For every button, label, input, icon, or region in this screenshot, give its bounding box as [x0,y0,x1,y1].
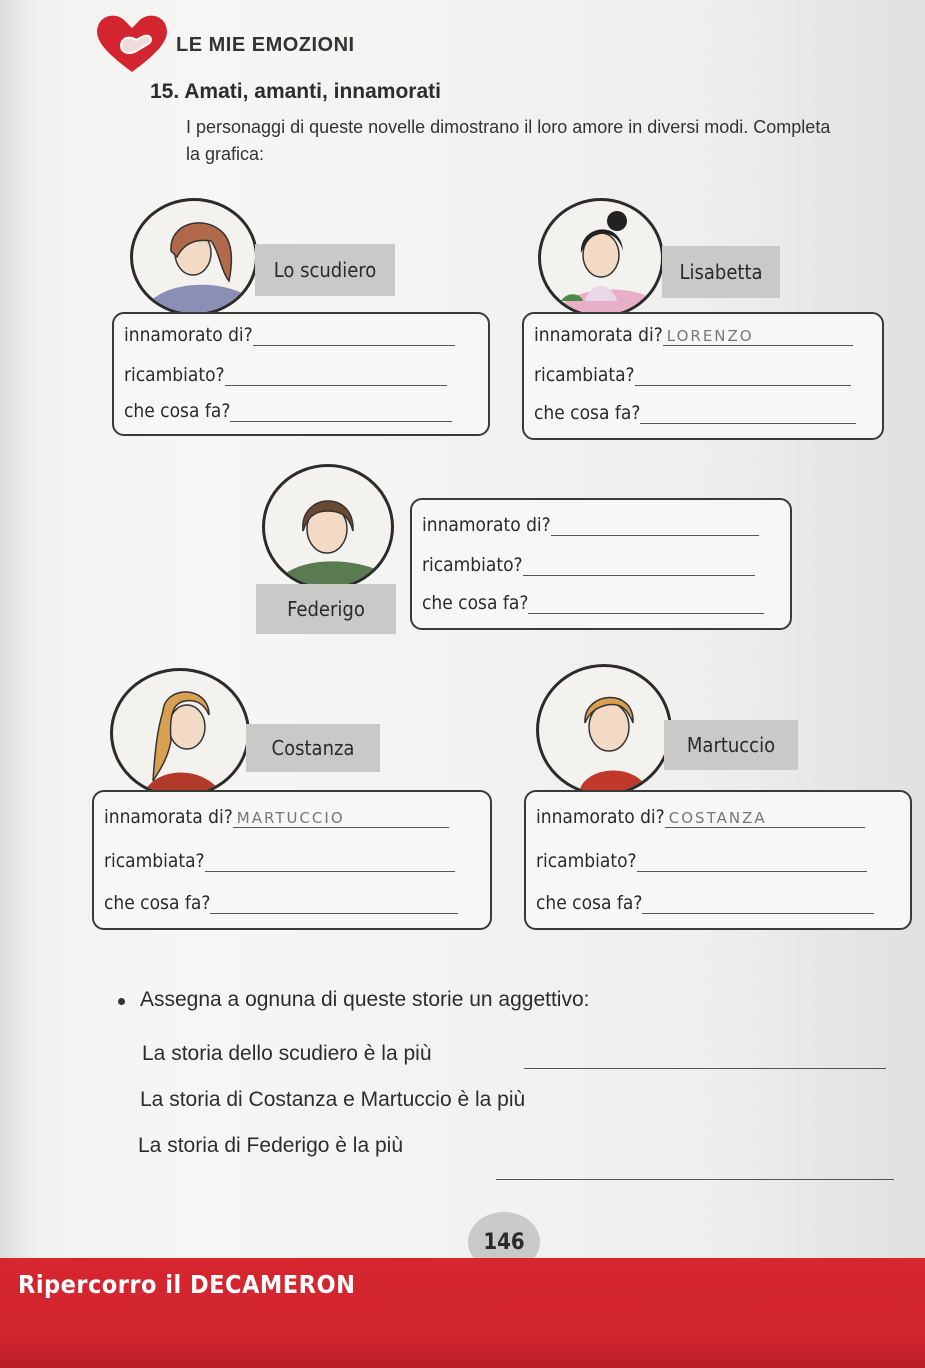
costanza-answer-2[interactable] [205,851,455,872]
martuccio-q1: innamorato di? [536,806,665,828]
martuccio-answer-1[interactable]: COSTANZA [665,807,865,828]
martuccio-answer-2[interactable] [637,851,867,872]
federigo-answer-3[interactable] [528,593,764,614]
costanza-portrait [110,668,250,798]
costanza-q3: che cosa fa? [104,892,211,914]
martuccio-answer-3[interactable] [642,893,874,914]
federigo-card [410,498,792,630]
section-title: LE MIE EMOZIONI [176,34,355,56]
lisabetta-portrait [538,198,664,318]
martuccio-q3: che cosa fa? [536,892,643,914]
lisabetta-answer-3[interactable] [640,403,856,424]
lisabetta-illustration-icon [541,201,661,315]
martuccio-q2: ricambiato? [536,850,637,872]
assign-sentence-3: La storia di Federigo è la più [138,1134,403,1157]
scudiero-answer-1[interactable] [253,325,455,346]
lisabetta-q2: ricambiata? [534,364,635,386]
martuccio-portrait [536,664,672,796]
lisabetta-card [522,312,884,440]
lisabetta-q3: che cosa fa? [534,402,641,424]
scudiero-name: Lo scudiero [255,244,395,296]
lisabetta-answer-1[interactable]: LORENZO [663,325,853,346]
lisabetta-answer-2[interactable] [635,365,851,386]
federigo-portrait [262,464,394,590]
federigo-answer-1[interactable] [551,515,759,536]
scudiero-answer-3[interactable] [230,401,452,422]
martuccio-illustration-icon [539,667,669,793]
scudiero-portrait [130,198,258,316]
assign-sentence-2: La storia di Costanza e Martuccio è la più [140,1088,526,1111]
federigo-q2: ricambiato? [422,554,523,576]
lisabetta-q1: innamorata di? [534,324,663,346]
heart-logo-icon [92,10,172,76]
costanza-card [92,790,492,930]
scudiero-card [112,312,490,436]
scudiero-illustration-icon [133,201,255,313]
costanza-illustration-icon [113,671,247,795]
scudiero-q2: ricambiato? [124,364,225,386]
page-number: 146 [468,1212,540,1272]
exercise-instructions: I personaggi di queste novelle dimostrano il loro amore in diversi modi. Completa la grafica: [186,117,831,164]
exercise-title: 15. Amati, amanti, innamorati [150,80,441,103]
assign-answer-1[interactable] [524,1048,886,1069]
assign-sentence-1: La storia dello scudiero è la più [142,1042,432,1065]
scudiero-q1: innamorato di? [124,324,253,346]
costanza-name: Costanza [246,724,380,772]
footer-title: Ripercorro il DECAMERON [18,1270,356,1299]
federigo-illustration-icon [265,467,391,587]
scudiero-answer-2[interactable] [225,365,447,386]
federigo-q1: innamorato di? [422,514,551,536]
bullet-icon [118,998,125,1005]
federigo-name: Federigo [256,584,396,634]
scudiero-q3: che cosa fa? [124,400,231,422]
lisabetta-name: Lisabetta [662,246,780,298]
martuccio-card [524,790,912,930]
costanza-answer-1[interactable]: MARTUCCIO [233,807,449,828]
assign-prompt: Assegna a ognuna di queste storie un aggettivo: [140,988,590,1011]
martuccio-name: Martuccio [664,720,798,770]
costanza-q1: innamorata di? [104,806,233,828]
federigo-q3: che cosa fa? [422,592,529,614]
costanza-q2: ricambiata? [104,850,205,872]
federigo-answer-2[interactable] [523,555,755,576]
assign-answer-3[interactable] [496,1159,894,1180]
costanza-answer-3[interactable] [210,893,458,914]
